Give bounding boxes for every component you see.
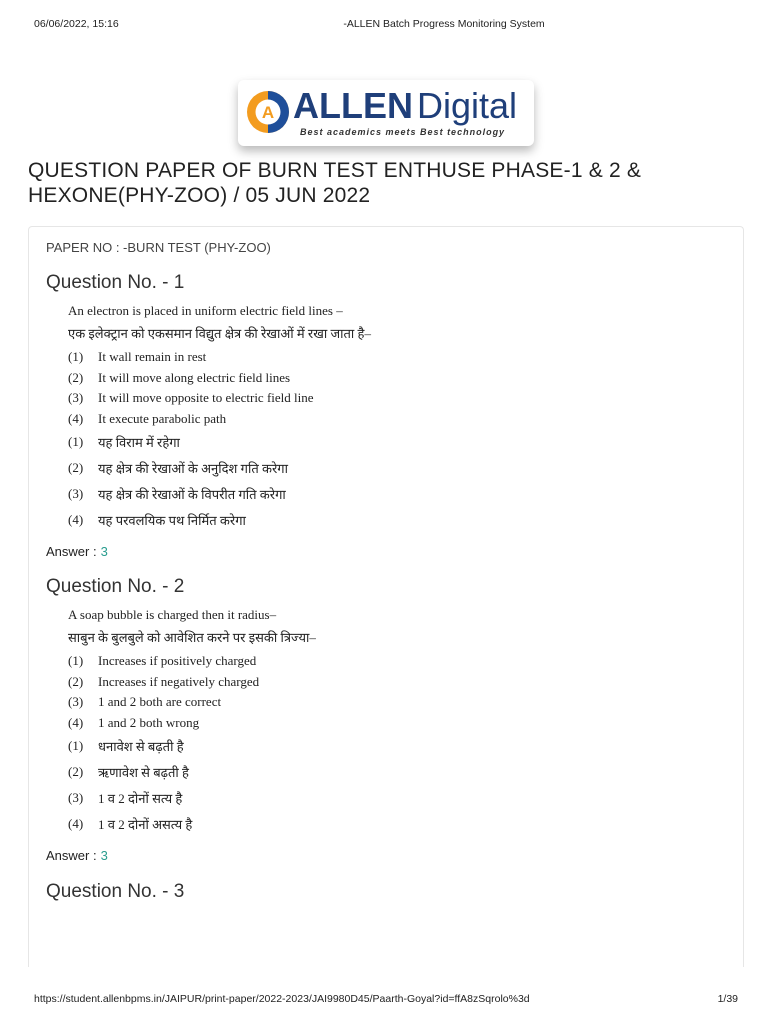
- option-number: (1): [68, 738, 84, 753]
- question-heading: Question No. - 3: [46, 881, 185, 902]
- print-datetime: 06/06/2022, 15:16: [34, 18, 119, 30]
- allen-digital-logo: [238, 80, 534, 146]
- question-body: [68, 301, 708, 533]
- logo-mark-letter: A: [261, 103, 275, 122]
- option-number: (2): [68, 460, 84, 475]
- option-number: (4): [68, 512, 84, 527]
- option-item: [68, 785, 708, 811]
- answer-value: 3: [100, 848, 108, 863]
- option-item: [68, 507, 708, 533]
- page-title: QUESTION PAPER OF BURN TEST ENTHUSE PHASE-1 & 2 & HEXONE(PHY-ZOO) / 05 JUN 2022: [28, 159, 642, 207]
- question-body: [68, 605, 708, 837]
- question-statement-en: A soap bubble is charged then it radius–: [68, 607, 277, 622]
- logo-wordmark: [293, 86, 517, 126]
- option-text: It wall remain in rest: [98, 349, 207, 365]
- option-item: [68, 651, 708, 672]
- option-item: [68, 429, 708, 455]
- option-text: 1 व 2 दोनों असत्य है: [98, 817, 193, 832]
- options-list-en: [68, 347, 708, 429]
- option-item: [68, 481, 708, 507]
- page-number: 1/39: [717, 993, 738, 1005]
- option-number: (4): [68, 816, 84, 831]
- option-number: (4): [68, 714, 84, 730]
- logo-brand-bold: ALLEN: [293, 85, 413, 126]
- allen-logo-icon: [246, 90, 290, 134]
- option-text: यह क्षेत्र की रेखाओं के विपरीत गति करेगा: [98, 487, 286, 502]
- option-text: ऋणावेश से बढ़ती है: [98, 765, 189, 780]
- option-text: 1 and 2 both wrong: [98, 714, 200, 730]
- option-text: 1 व 2 दोनों सत्य है: [98, 791, 183, 806]
- option-number: (2): [68, 764, 84, 779]
- option-item: [68, 388, 708, 409]
- option-item: [68, 455, 708, 481]
- options-list-en: [68, 651, 708, 733]
- option-text: It will move opposite to electric field line: [98, 390, 314, 406]
- question-heading: Question No. - 1: [46, 272, 185, 293]
- question-heading: Question No. - 2: [46, 576, 185, 597]
- option-number: (2): [68, 673, 84, 689]
- answer-label: Answer :: [46, 848, 97, 863]
- answer-line: [46, 544, 108, 559]
- option-text: यह विराम में रहेगा: [98, 435, 180, 450]
- options-list-hi: [68, 733, 708, 837]
- paper-number: PAPER NO : -BURN TEST (PHY-ZOO): [46, 240, 271, 255]
- print-page-title: -ALLEN Batch Progress Monitoring System: [343, 18, 545, 30]
- option-item: [68, 733, 708, 759]
- question-statement-hi: साबुन के बुलबुले को आवेशित करने पर इसकी त्रिज्या–: [68, 630, 316, 645]
- option-item: [68, 692, 708, 713]
- print-header: [0, 18, 768, 32]
- answer-value: 3: [100, 544, 108, 559]
- option-number: (2): [68, 369, 84, 385]
- option-text: धनावेश से बढ़ती है: [98, 739, 184, 754]
- options-list-hi: [68, 429, 708, 533]
- answer-label: Answer :: [46, 544, 97, 559]
- option-number: (3): [68, 390, 84, 406]
- option-item: [68, 811, 708, 837]
- option-item: [68, 347, 708, 368]
- option-number: (1): [68, 434, 84, 449]
- option-text: Increases if positively charged: [98, 653, 257, 669]
- option-item: [68, 409, 708, 430]
- option-item: [68, 759, 708, 785]
- option-text: It execute parabolic path: [98, 410, 227, 426]
- option-number: (4): [68, 410, 84, 426]
- option-text: यह परवलयिक पथ निर्मित करेगा: [98, 513, 246, 528]
- option-number: (1): [68, 653, 84, 669]
- option-number: (1): [68, 349, 84, 365]
- logo-brand-light: Digital: [417, 85, 518, 126]
- question-statement-en: An electron is placed in uniform electric field lines –: [68, 303, 343, 318]
- option-number: (3): [68, 694, 84, 710]
- option-item: [68, 713, 708, 734]
- option-text: 1 and 2 both are correct: [98, 694, 222, 710]
- print-url: https://student.allenbpms.in/JAIPUR/print-paper/2022-2023/JAI9980D45/Paarth-Goyal?id=ffA8zSqrolo%3d: [34, 993, 530, 1005]
- option-text: Increases if negatively charged: [98, 673, 260, 689]
- answer-line: [46, 848, 108, 863]
- option-item: [68, 368, 708, 389]
- logo-tagline: Best academics meets Best technology: [300, 127, 506, 137]
- print-footer: [0, 993, 768, 1007]
- option-item: [68, 672, 708, 693]
- option-number: (3): [68, 790, 84, 805]
- option-text: It will move along electric field lines: [98, 369, 291, 385]
- option-text: यह क्षेत्र की रेखाओं के अनुदिश गति करेगा: [98, 461, 288, 476]
- option-number: (3): [68, 486, 84, 501]
- question-statement-hi: एक इलेक्ट्रान को एकसमान विद्युत क्षेत्र की रेखाओं में रखा जाता है–: [68, 326, 371, 341]
